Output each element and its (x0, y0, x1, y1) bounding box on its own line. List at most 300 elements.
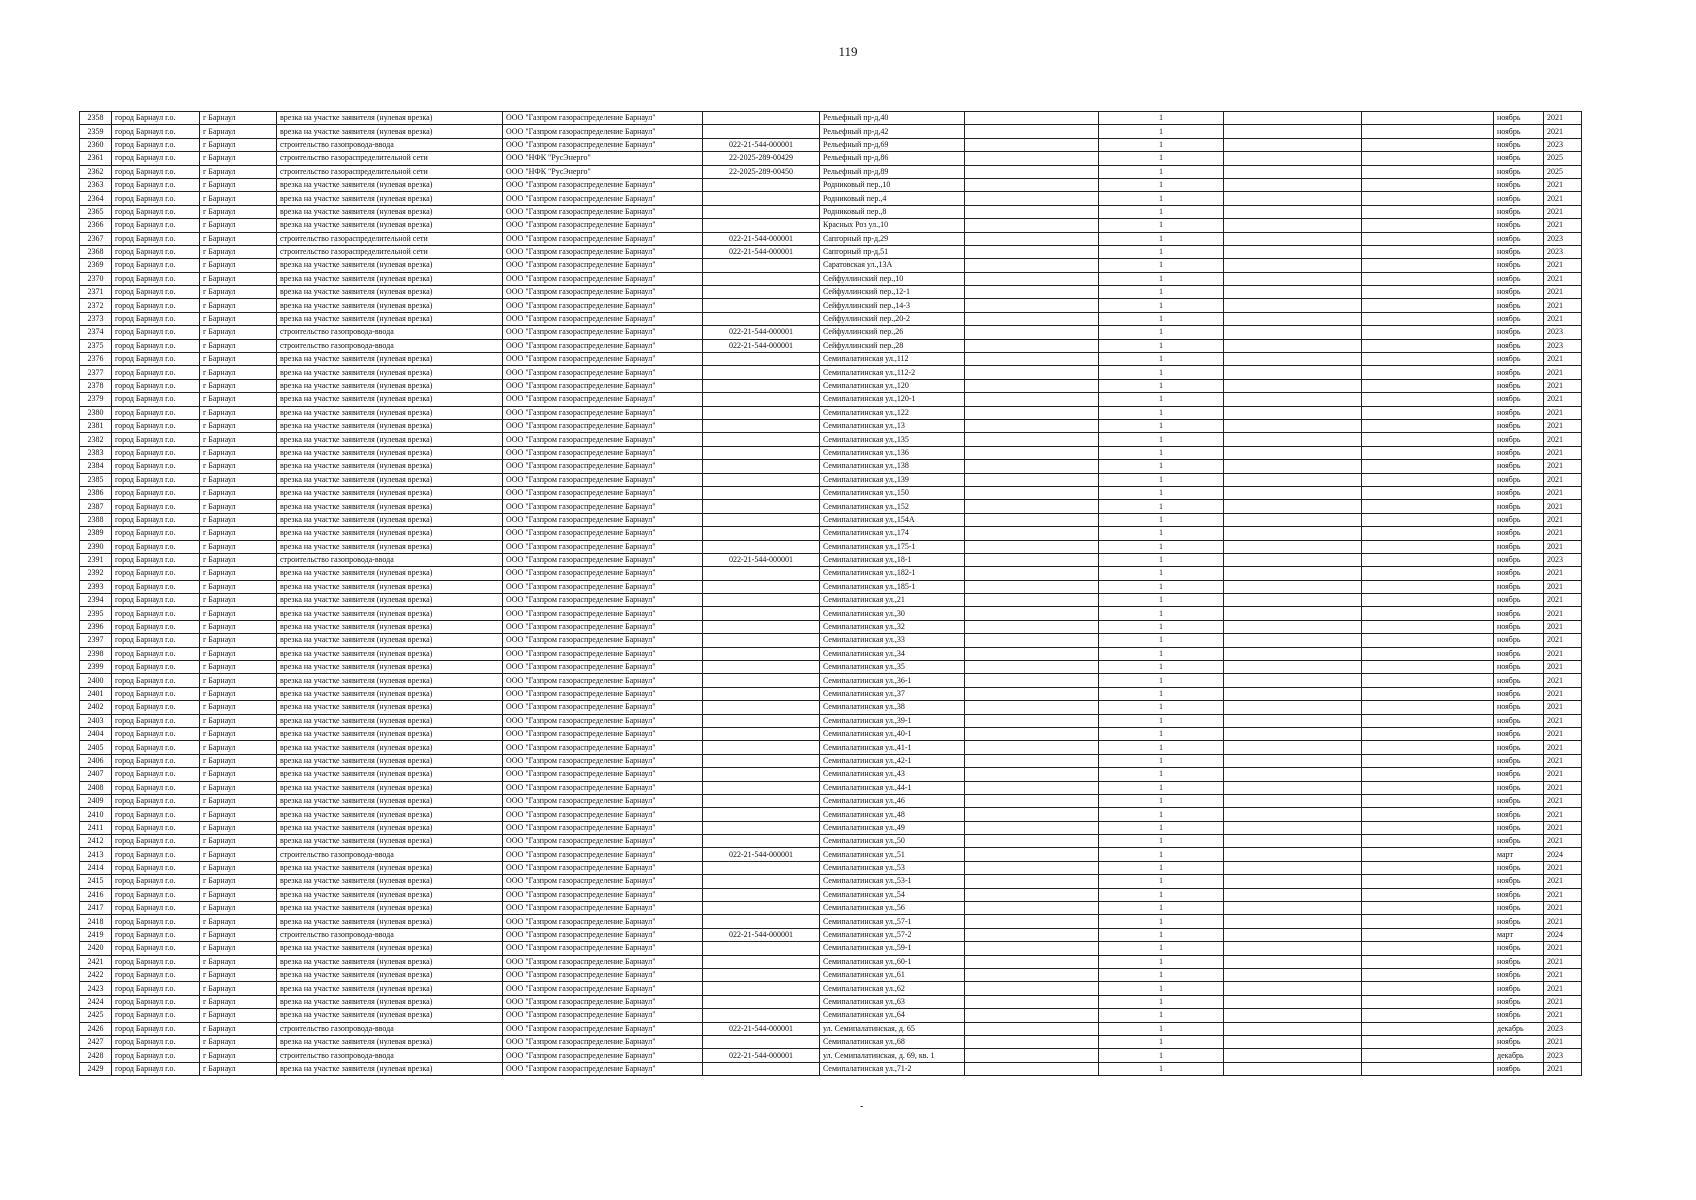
settlement-cell: г Барнаул (200, 647, 277, 660)
municipality-cell: город Барнаул г.о. (112, 781, 200, 794)
table-row (80, 861, 1582, 874)
table-row (80, 112, 1582, 125)
municipality-cell: город Барнаул г.о. (112, 768, 200, 781)
month-cell: ноябрь (1494, 366, 1544, 379)
address-cell: Семипалатинская ул.,46 (820, 794, 965, 807)
settlement-cell: г Барнаул (200, 674, 277, 687)
municipality-cell: город Барнаул г.о. (112, 433, 200, 446)
table-row (80, 125, 1582, 138)
table-row (80, 245, 1582, 258)
empty-cell (1224, 460, 1362, 473)
work-type-cell: врезка на участке заявителя (нулевая врезка) (277, 768, 503, 781)
row-number-cell: 2393 (80, 580, 112, 593)
organization-cell: ООО "Газпром газораспределение Барнаул" (503, 620, 703, 633)
empty-cell (1224, 379, 1362, 392)
count-cell: 1 (1099, 339, 1224, 352)
month-cell: ноябрь (1494, 634, 1544, 647)
empty-cell (1224, 245, 1362, 258)
address-cell: Семипалатинская ул.,35 (820, 661, 965, 674)
empty-cell (1224, 620, 1362, 633)
count-cell: 1 (1099, 178, 1224, 191)
work-type-cell: врезка на участке заявителя (нулевая врезка) (277, 794, 503, 807)
empty-cell (1362, 1062, 1494, 1075)
contract-number-cell: 022-21-544-000001 (703, 138, 820, 151)
work-type-cell: врезка на участке заявителя (нулевая врезка) (277, 286, 503, 299)
year-cell: 2021 (1544, 594, 1582, 607)
empty-cell (1224, 955, 1362, 968)
empty-cell (1224, 219, 1362, 232)
empty-cell (1362, 553, 1494, 566)
empty-cell (1362, 138, 1494, 151)
row-number-cell: 2427 (80, 1035, 112, 1048)
year-cell: 2025 (1544, 152, 1582, 165)
municipality-cell: город Барнаул г.о. (112, 219, 200, 232)
month-cell: ноябрь (1494, 1035, 1544, 1048)
year-cell: 2023 (1544, 553, 1582, 566)
work-type-cell: врезка на участке заявителя (нулевая врезка) (277, 620, 503, 633)
year-cell: 2021 (1544, 888, 1582, 901)
empty-cell (1224, 540, 1362, 553)
empty-cell (965, 661, 1099, 674)
row-number-cell: 2382 (80, 433, 112, 446)
month-cell: ноябрь (1494, 969, 1544, 982)
contract-number-cell (703, 888, 820, 901)
table-row (80, 312, 1582, 325)
organization-cell: ООО "Газпром газораспределение Барнаул" (503, 406, 703, 419)
address-cell: Семипалатинская ул.,43 (820, 768, 965, 781)
settlement-cell: г Барнаул (200, 1035, 277, 1048)
organization-cell: ООО "Газпром газораспределение Барнаул" (503, 299, 703, 312)
empty-cell (1224, 393, 1362, 406)
year-cell: 2021 (1544, 446, 1582, 459)
organization-cell: ООО "Газпром газораспределение Барнаул" (503, 112, 703, 125)
row-number-cell: 2419 (80, 928, 112, 941)
table-row (80, 888, 1582, 901)
settlement-cell: г Барнаул (200, 567, 277, 580)
work-type-cell: врезка на участке заявителя (нулевая врезка) (277, 647, 503, 660)
table-row (80, 915, 1582, 928)
year-cell: 2021 (1544, 861, 1582, 874)
settlement-cell: г Барнаул (200, 888, 277, 901)
address-cell: Семипалатинская ул.,50 (820, 835, 965, 848)
municipality-cell: город Барнаул г.о. (112, 1049, 200, 1062)
year-cell: 2021 (1544, 781, 1582, 794)
empty-cell (1362, 326, 1494, 339)
settlement-cell: г Барнаул (200, 861, 277, 874)
address-cell: Семипалатинская ул.,37 (820, 687, 965, 700)
settlement-cell: г Барнаул (200, 500, 277, 513)
empty-cell (965, 1062, 1099, 1075)
empty-cell (1224, 1049, 1362, 1062)
empty-cell (1224, 339, 1362, 352)
work-type-cell: врезка на участке заявителя (нулевая врезка) (277, 808, 503, 821)
empty-cell (1224, 808, 1362, 821)
organization-cell: ООО "Газпром газораспределение Барнаул" (503, 1062, 703, 1075)
count-cell: 1 (1099, 299, 1224, 312)
month-cell: ноябрь (1494, 861, 1544, 874)
empty-cell (965, 995, 1099, 1008)
settlement-cell: г Барнаул (200, 312, 277, 325)
empty-cell (1362, 741, 1494, 754)
work-type-cell: врезка на участке заявителя (нулевая врезка) (277, 219, 503, 232)
empty-cell (1362, 446, 1494, 459)
settlement-cell: г Барнаул (200, 727, 277, 740)
empty-cell (965, 245, 1099, 258)
year-cell: 2021 (1544, 661, 1582, 674)
empty-cell (1224, 419, 1362, 432)
municipality-cell: город Барнаул г.о. (112, 446, 200, 459)
contract-number-cell (703, 808, 820, 821)
year-cell: 2021 (1544, 406, 1582, 419)
settlement-cell: г Барнаул (200, 379, 277, 392)
municipality-cell: город Барнаул г.о. (112, 794, 200, 807)
table-row (80, 995, 1582, 1008)
row-number-cell: 2385 (80, 473, 112, 486)
empty-cell (965, 928, 1099, 941)
settlement-cell: г Барнаул (200, 607, 277, 620)
organization-cell: ООО "Газпром газораспределение Барнаул" (503, 848, 703, 861)
municipality-cell: город Барнаул г.о. (112, 969, 200, 982)
municipality-cell: город Барнаул г.о. (112, 112, 200, 125)
empty-cell (1362, 969, 1494, 982)
year-cell: 2021 (1544, 714, 1582, 727)
row-number-cell: 2408 (80, 781, 112, 794)
count-cell: 1 (1099, 594, 1224, 607)
table-row (80, 393, 1582, 406)
address-cell: Семипалатинская ул.,112 (820, 353, 965, 366)
settlement-cell: г Барнаул (200, 219, 277, 232)
empty-cell (1362, 112, 1494, 125)
empty-cell (1224, 727, 1362, 740)
year-cell: 2021 (1544, 205, 1582, 218)
municipality-cell: город Барнаул г.о. (112, 955, 200, 968)
month-cell: ноябрь (1494, 339, 1544, 352)
year-cell: 2021 (1544, 942, 1582, 955)
work-type-cell: врезка на участке заявителя (нулевая врезка) (277, 969, 503, 982)
municipality-cell: город Барнаул г.о. (112, 607, 200, 620)
work-type-cell: врезка на участке заявителя (нулевая врезка) (277, 125, 503, 138)
organization-cell: ООО "Газпром газораспределение Барнаул" (503, 312, 703, 325)
organization-cell: ООО "Газпром газораспределение Барнаул" (503, 594, 703, 607)
address-cell: Семипалатинская ул.,61 (820, 969, 965, 982)
contract-number-cell (703, 768, 820, 781)
address-cell: Семипалатинская ул.,42-1 (820, 754, 965, 767)
row-number-cell: 2377 (80, 366, 112, 379)
address-cell: Семипалатинская ул.,135 (820, 433, 965, 446)
row-number-cell: 2359 (80, 125, 112, 138)
empty-cell (965, 982, 1099, 995)
settlement-cell: г Барнаул (200, 915, 277, 928)
settlement-cell: г Барнаул (200, 768, 277, 781)
count-cell: 1 (1099, 326, 1224, 339)
work-type-cell: врезка на участке заявителя (нулевая врезка) (277, 473, 503, 486)
municipality-cell: город Барнаул г.о. (112, 1035, 200, 1048)
empty-cell (965, 326, 1099, 339)
row-number-cell: 2409 (80, 794, 112, 807)
year-cell: 2021 (1544, 969, 1582, 982)
year-cell: 2023 (1544, 232, 1582, 245)
year-cell: 2021 (1544, 540, 1582, 553)
row-number-cell: 2371 (80, 286, 112, 299)
municipality-cell: город Барнаул г.о. (112, 192, 200, 205)
work-type-cell: строительство газопровода-ввода (277, 1022, 503, 1035)
count-cell: 1 (1099, 406, 1224, 419)
year-cell: 2023 (1544, 245, 1582, 258)
organization-cell: ООО "Газпром газораспределение Барнаул" (503, 393, 703, 406)
count-cell: 1 (1099, 245, 1224, 258)
year-cell: 2021 (1544, 1009, 1582, 1022)
month-cell: декабрь (1494, 1022, 1544, 1035)
month-cell: ноябрь (1494, 995, 1544, 1008)
table-row (80, 754, 1582, 767)
table-row (80, 366, 1582, 379)
contract-number-cell (703, 473, 820, 486)
settlement-cell: г Барнаул (200, 393, 277, 406)
settlement-cell: г Барнаул (200, 125, 277, 138)
settlement-cell: г Барнаул (200, 781, 277, 794)
count-cell: 1 (1099, 701, 1224, 714)
count-cell: 1 (1099, 808, 1224, 821)
empty-cell (1362, 915, 1494, 928)
municipality-cell: город Барнаул г.о. (112, 312, 200, 325)
work-type-cell: врезка на участке заявителя (нулевая врезка) (277, 580, 503, 593)
municipality-cell: город Барнаул г.о. (112, 915, 200, 928)
count-cell: 1 (1099, 888, 1224, 901)
empty-cell (965, 727, 1099, 740)
contract-number-cell (703, 1009, 820, 1022)
organization-cell: ООО "Газпром газораспределение Барнаул" (503, 460, 703, 473)
count-cell: 1 (1099, 1049, 1224, 1062)
table-row (80, 460, 1582, 473)
empty-cell (965, 634, 1099, 647)
table-row (80, 647, 1582, 660)
settlement-cell: г Барнаул (200, 1062, 277, 1075)
empty-cell (1224, 982, 1362, 995)
empty-cell (1224, 165, 1362, 178)
empty-cell (1362, 848, 1494, 861)
table-row (80, 1022, 1582, 1035)
settlement-cell: г Барнаул (200, 942, 277, 955)
count-cell: 1 (1099, 540, 1224, 553)
contract-number-cell (703, 205, 820, 218)
work-type-cell: врезка на участке заявителя (нулевая врезка) (277, 272, 503, 285)
count-cell: 1 (1099, 513, 1224, 526)
row-number-cell: 2426 (80, 1022, 112, 1035)
empty-cell (1224, 888, 1362, 901)
municipality-cell: город Барнаул г.о. (112, 272, 200, 285)
row-number-cell: 2404 (80, 727, 112, 740)
row-number-cell: 2365 (80, 205, 112, 218)
work-type-cell: врезка на участке заявителя (нулевая врезка) (277, 995, 503, 1008)
row-number-cell: 2390 (80, 540, 112, 553)
count-cell: 1 (1099, 259, 1224, 272)
contract-number-cell (703, 366, 820, 379)
organization-cell: ООО "Газпром газораспределение Барнаул" (503, 794, 703, 807)
empty-cell (965, 902, 1099, 915)
organization-cell: ООО "Газпром газораспределение Барнаул" (503, 754, 703, 767)
count-cell: 1 (1099, 165, 1224, 178)
work-type-cell: врезка на участке заявителя (нулевая врезка) (277, 955, 503, 968)
empty-cell (1224, 634, 1362, 647)
month-cell: ноябрь (1494, 835, 1544, 848)
empty-cell (1362, 178, 1494, 191)
organization-cell: ООО "Газпром газораспределение Барнаул" (503, 955, 703, 968)
contract-number-cell (703, 594, 820, 607)
address-cell: ул. Семипалатинская, д. 69, кв. 1 (820, 1049, 965, 1062)
row-number-cell: 2398 (80, 647, 112, 660)
organization-cell: ООО "Газпром газораспределение Барнаул" (503, 446, 703, 459)
empty-cell (965, 178, 1099, 191)
empty-cell (965, 272, 1099, 285)
count-cell: 1 (1099, 567, 1224, 580)
organization-cell: ООО "НФК "РусЭнерго" (503, 165, 703, 178)
row-number-cell: 2364 (80, 192, 112, 205)
organization-cell: ООО "Газпром газораспределение Барнаул" (503, 232, 703, 245)
month-cell: ноябрь (1494, 527, 1544, 540)
empty-cell (965, 259, 1099, 272)
municipality-cell: город Барнаул г.о. (112, 339, 200, 352)
row-number-cell: 2392 (80, 567, 112, 580)
empty-cell (965, 219, 1099, 232)
count-cell: 1 (1099, 982, 1224, 995)
empty-cell (1224, 821, 1362, 834)
address-cell: Семипалатинская ул.,120-1 (820, 393, 965, 406)
empty-cell (1362, 687, 1494, 700)
table-row (80, 513, 1582, 526)
count-cell: 1 (1099, 419, 1224, 432)
contract-number-cell (703, 835, 820, 848)
row-number-cell: 2406 (80, 754, 112, 767)
empty-cell (1224, 473, 1362, 486)
empty-cell (1224, 754, 1362, 767)
work-type-cell: врезка на участке заявителя (нулевая врезка) (277, 835, 503, 848)
empty-cell (965, 781, 1099, 794)
organization-cell: ООО "Газпром газораспределение Барнаул" (503, 634, 703, 647)
month-cell: ноябрь (1494, 821, 1544, 834)
row-number-cell: 2399 (80, 661, 112, 674)
year-cell: 2023 (1544, 1049, 1582, 1062)
empty-cell (965, 754, 1099, 767)
year-cell: 2021 (1544, 473, 1582, 486)
row-number-cell: 2420 (80, 942, 112, 955)
contract-number-cell (703, 125, 820, 138)
address-cell: Семипалатинская ул.,18-1 (820, 553, 965, 566)
settlement-cell: г Барнаул (200, 754, 277, 767)
count-cell: 1 (1099, 955, 1224, 968)
contract-number-cell: 022-21-544-000001 (703, 245, 820, 258)
contract-number-cell (703, 272, 820, 285)
year-cell: 2021 (1544, 607, 1582, 620)
municipality-cell: город Барнаул г.о. (112, 406, 200, 419)
organization-cell: ООО "Газпром газораспределение Барнаул" (503, 741, 703, 754)
settlement-cell: г Барнаул (200, 486, 277, 499)
empty-cell (965, 1049, 1099, 1062)
row-number-cell: 2423 (80, 982, 112, 995)
empty-cell (1362, 353, 1494, 366)
bottom-mark: - (860, 1101, 864, 1112)
year-cell: 2021 (1544, 701, 1582, 714)
work-type-cell: врезка на участке заявителя (нулевая врезка) (277, 353, 503, 366)
table-row (80, 620, 1582, 633)
contract-number-cell (703, 379, 820, 392)
row-number-cell: 2414 (80, 861, 112, 874)
address-cell: Семипалатинская ул.,54 (820, 888, 965, 901)
organization-cell: ООО "Газпром газораспределение Барнаул" (503, 205, 703, 218)
empty-cell (965, 647, 1099, 660)
count-cell: 1 (1099, 219, 1224, 232)
organization-cell: ООО "Газпром газораспределение Барнаул" (503, 995, 703, 1008)
address-cell: Семипалатинская ул.,40-1 (820, 727, 965, 740)
empty-cell (1224, 687, 1362, 700)
year-cell: 2021 (1544, 875, 1582, 888)
row-number-cell: 2358 (80, 112, 112, 125)
count-cell: 1 (1099, 393, 1224, 406)
table-row (80, 286, 1582, 299)
row-number-cell: 2375 (80, 339, 112, 352)
table-row (80, 339, 1582, 352)
work-type-cell: врезка на участке заявителя (нулевая врезка) (277, 379, 503, 392)
row-number-cell: 2379 (80, 393, 112, 406)
month-cell: ноябрь (1494, 647, 1544, 660)
contract-number-cell (703, 982, 820, 995)
work-type-cell: строительство газопровода-ввода (277, 1049, 503, 1062)
organization-cell: ООО "Газпром газораспределение Барнаул" (503, 219, 703, 232)
settlement-cell: г Барнаул (200, 969, 277, 982)
settlement-cell: г Барнаул (200, 446, 277, 459)
settlement-cell: г Барнаул (200, 835, 277, 848)
empty-cell (1362, 419, 1494, 432)
contract-number-cell (703, 995, 820, 1008)
organization-cell: ООО "Газпром газораспределение Барнаул" (503, 714, 703, 727)
empty-cell (965, 299, 1099, 312)
empty-cell (1224, 861, 1362, 874)
municipality-cell: город Барнаул г.о. (112, 661, 200, 674)
row-number-cell: 2366 (80, 219, 112, 232)
contract-number-cell (703, 540, 820, 553)
table-body (80, 112, 1582, 1076)
empty-cell (1224, 205, 1362, 218)
count-cell: 1 (1099, 835, 1224, 848)
contract-number-cell (703, 620, 820, 633)
organization-cell: ООО "Газпром газораспределение Барнаул" (503, 647, 703, 660)
empty-cell (1224, 192, 1362, 205)
table-row (80, 446, 1582, 459)
empty-cell (1224, 138, 1362, 151)
empty-cell (965, 861, 1099, 874)
table-row (80, 607, 1582, 620)
municipality-cell: город Барнаул г.о. (112, 754, 200, 767)
year-cell: 2021 (1544, 647, 1582, 660)
organization-cell: ООО "Газпром газораспределение Барнаул" (503, 661, 703, 674)
row-number-cell: 2367 (80, 232, 112, 245)
contract-number-cell (703, 406, 820, 419)
settlement-cell: г Барнаул (200, 848, 277, 861)
month-cell: ноябрь (1494, 299, 1544, 312)
count-cell: 1 (1099, 647, 1224, 660)
work-type-cell: строительство газопровода-ввода (277, 848, 503, 861)
empty-cell (1362, 125, 1494, 138)
year-cell: 2021 (1544, 794, 1582, 807)
month-cell: ноябрь (1494, 272, 1544, 285)
empty-cell (1362, 714, 1494, 727)
settlement-cell: г Барнаул (200, 527, 277, 540)
address-cell: Семипалатинская ул.,41-1 (820, 741, 965, 754)
contract-number-cell (703, 861, 820, 874)
settlement-cell: г Барнаул (200, 714, 277, 727)
empty-cell (965, 875, 1099, 888)
settlement-cell: г Барнаул (200, 433, 277, 446)
month-cell: ноябрь (1494, 178, 1544, 191)
